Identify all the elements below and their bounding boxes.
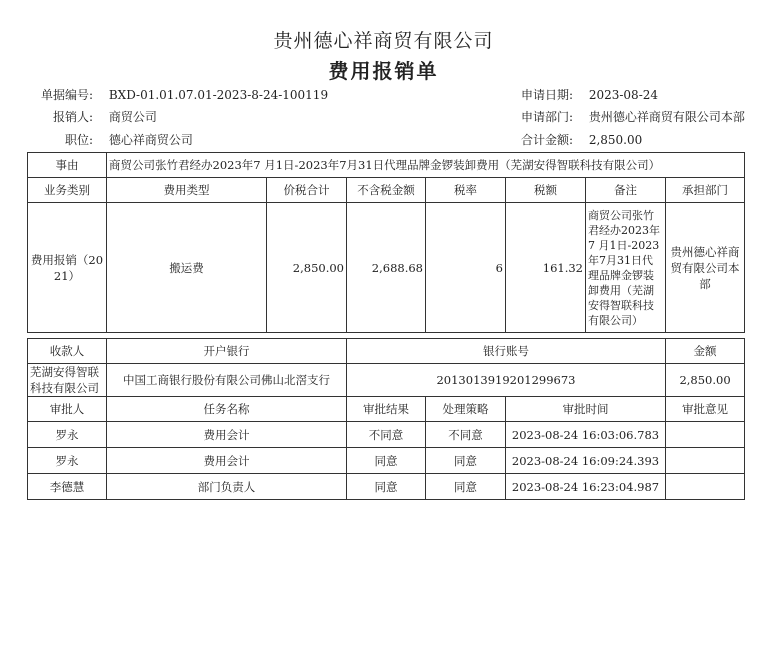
apply-date-label: 申请日期: bbox=[520, 88, 573, 102]
expense-rate: 6 bbox=[426, 203, 506, 333]
apply-date-value: 2023-08-24 bbox=[588, 88, 659, 102]
company-name: 贵州德心祥商贸有限公司 bbox=[273, 30, 494, 52]
expense-data-row bbox=[28, 203, 745, 333]
apply-date-field bbox=[515, 86, 658, 103]
header-payee: 收款人 bbox=[28, 339, 107, 364]
position-value: 德心祥商贸公司 bbox=[108, 133, 193, 147]
expense-dept: 贵州德心祥商贸有限公司本部 bbox=[666, 203, 745, 333]
payee-data-row bbox=[28, 364, 745, 397]
approval-strategy: 同意 bbox=[426, 474, 506, 500]
apply-dept-field bbox=[515, 108, 745, 125]
approval-time: 2023-08-24 16:03:06.783 bbox=[506, 422, 666, 448]
reimburser-field bbox=[27, 108, 157, 125]
approval-strategy: 同意 bbox=[426, 448, 506, 474]
header-type: 费用类型 bbox=[107, 178, 267, 203]
header-opinion: 审批意见 bbox=[666, 397, 745, 422]
payee-amount: 2,850.00 bbox=[666, 364, 745, 397]
approval-time: 2023-08-24 16:09:24.393 bbox=[506, 448, 666, 474]
apply-dept-value: 贵州德心祥商贸有限公司本部 bbox=[588, 110, 745, 124]
payee-name: 芜湖安得智联科技有限公司 bbox=[28, 364, 107, 397]
matter-row bbox=[28, 153, 745, 178]
apply-dept-label: 申请部门: bbox=[520, 110, 573, 124]
header-payee-amount: 金额 bbox=[666, 339, 745, 364]
position-field bbox=[27, 131, 193, 148]
approver: 罗永 bbox=[28, 448, 107, 474]
header-bank: 开户银行 bbox=[107, 339, 347, 364]
header-result: 审批结果 bbox=[347, 397, 426, 422]
payee-bank: 中国工商银行股份有限公司佛山北滘支行 bbox=[107, 364, 347, 397]
reimburser-label: 报销人: bbox=[52, 110, 93, 124]
approver: 李德慧 bbox=[28, 474, 107, 500]
doc-number-value: BXD-01.01.07.01-2023-8-24-100119 bbox=[108, 88, 329, 102]
approval-opinion bbox=[666, 422, 745, 448]
approval-row bbox=[28, 422, 745, 448]
task-name: 部门负责人 bbox=[107, 474, 347, 500]
doc-number-label: 单据编号: bbox=[40, 88, 93, 102]
payee-account: 2013013919201299673 bbox=[347, 364, 666, 397]
expense-remark: 商贸公司张竹君经办2023年7 月1日-2023年7月31日代理品牌金锣装卸费用（芜湖安得智联科技有限公司） bbox=[586, 203, 666, 333]
matter-label: 事由 bbox=[28, 153, 107, 178]
total-amount-label: 合计金额: bbox=[520, 133, 573, 147]
header-strategy: 处理策略 bbox=[426, 397, 506, 422]
header-dept: 承担部门 bbox=[666, 178, 745, 203]
approval-result: 同意 bbox=[347, 448, 426, 474]
expense-tax: 161.32 bbox=[506, 203, 586, 333]
approval-result: 同意 bbox=[347, 474, 426, 500]
approval-header-row bbox=[28, 397, 745, 422]
total-amount-value: 2,850.00 bbox=[588, 133, 643, 147]
approval-opinion bbox=[666, 474, 745, 500]
expense-total: 2,850.00 bbox=[267, 203, 347, 333]
expense-header-row bbox=[28, 178, 745, 203]
header-category: 业务类别 bbox=[28, 178, 107, 203]
approval-strategy: 不同意 bbox=[426, 422, 506, 448]
header-remark: 备注 bbox=[586, 178, 666, 203]
expense-net: 2,688.68 bbox=[347, 203, 426, 333]
approval-opinion bbox=[666, 448, 745, 474]
expense-type: 搬运费 bbox=[107, 203, 267, 333]
header-task: 任务名称 bbox=[107, 397, 347, 422]
header-rate: 税率 bbox=[426, 178, 506, 203]
approval-row bbox=[28, 448, 745, 474]
header-approver: 审批人 bbox=[28, 397, 107, 422]
task-name: 费用会计 bbox=[107, 448, 347, 474]
header-time: 审批时间 bbox=[506, 397, 666, 422]
approval-row bbox=[28, 474, 745, 500]
reimbursement-table bbox=[27, 152, 745, 500]
header-account: 银行账号 bbox=[347, 339, 666, 364]
header-tax: 税额 bbox=[506, 178, 586, 203]
task-name: 费用会计 bbox=[107, 422, 347, 448]
expense-category: 费用报销（2021） bbox=[28, 203, 107, 333]
approval-result: 不同意 bbox=[347, 422, 426, 448]
payee-header-row bbox=[28, 339, 745, 364]
header-total: 价税合计 bbox=[267, 178, 347, 203]
approver: 罗永 bbox=[28, 422, 107, 448]
approval-time: 2023-08-24 16:23:04.987 bbox=[506, 474, 666, 500]
reimburser-value: 商贸公司 bbox=[108, 110, 157, 124]
document-title: 费用报销单 bbox=[328, 59, 439, 83]
position-label: 职位: bbox=[64, 133, 93, 147]
header-net: 不含税金额 bbox=[347, 178, 426, 203]
doc-number-field bbox=[27, 86, 328, 103]
total-amount-field bbox=[515, 131, 642, 148]
matter-text: 商贸公司张竹君经办2023年7 月1日-2023年7月31日代理品牌金锣装卸费用（芜湖安得智联科技有限公司） bbox=[107, 153, 745, 178]
